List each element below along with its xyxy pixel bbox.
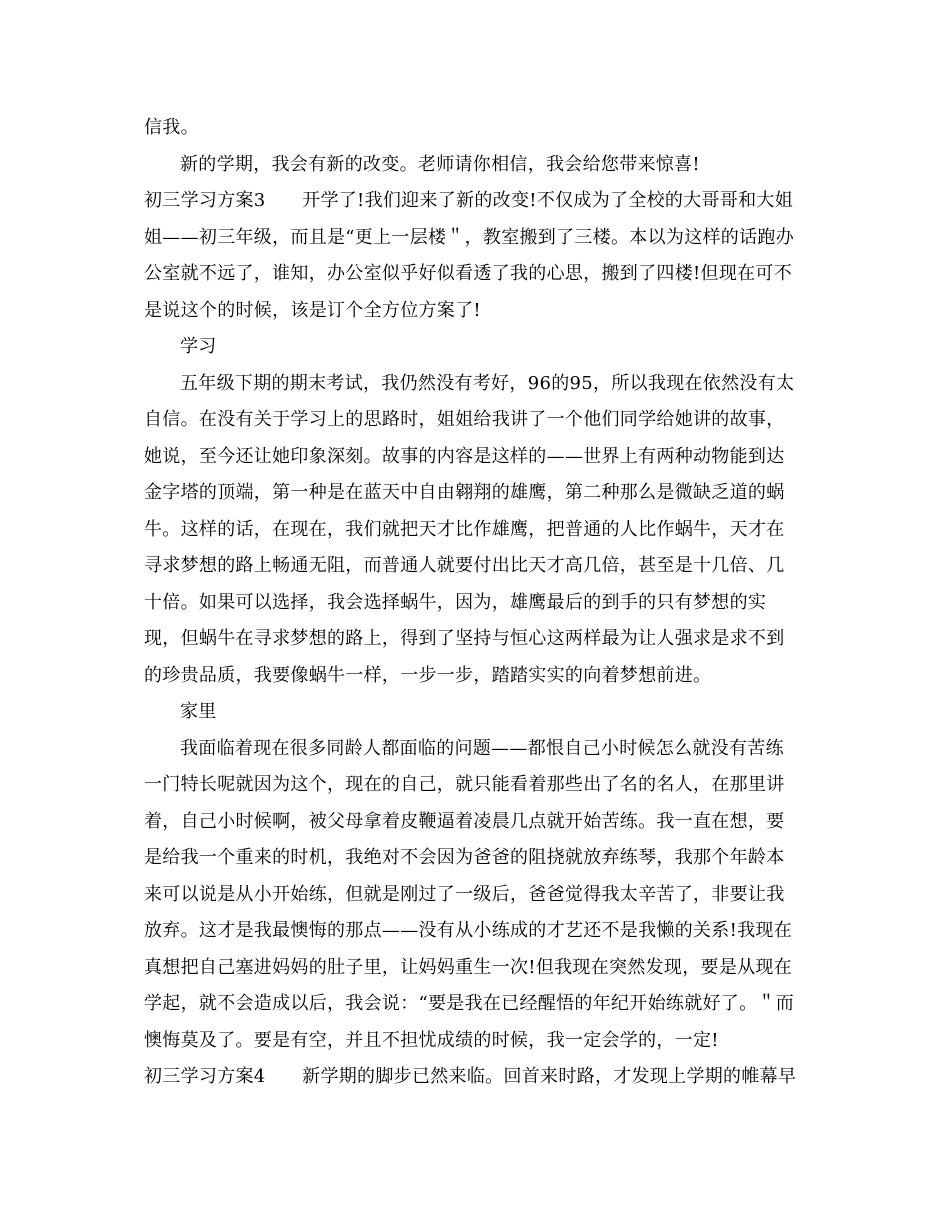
- text-line: 十倍。如果可以选择，我会选择蜗牛，因为，雄鹰最后的到手的只有梦想的实: [144, 591, 767, 613]
- text-line: 懊悔莫及了。要是有空，并且不担忧成绩的时候，我一定会学的，一定!: [144, 1029, 719, 1051]
- document-body: [144, 110, 824, 1096]
- text-line: 五年级下期的期末考试，我仍然没有考好，96的95，所以我现在依然没有太: [180, 372, 795, 394]
- text-line: 寻求梦想的路上畅通无阻，而普通人就要付出比天才高几倍，甚至是十几倍、几: [144, 555, 785, 576]
- text-line: 着，自己小时候啊，被父母拿着皮鞭逼着凌晨几点就开始苦练。我一直在想，要: [144, 810, 785, 832]
- text-line: 信我。: [144, 117, 199, 138]
- text-line: 公室就不远了，谁知，办公室似乎好似看透了我的心思，搬到了四楼!但现在可不: [144, 263, 793, 284]
- text-line: 新的学期，我会有新的改变。老师请你相信，我会给您带来惊喜!: [180, 153, 700, 175]
- text-line: 金字塔的顶端，第一种是在蓝天中自由翱翔的雄鹰，第二种那么是微缺乏道的蜗: [144, 482, 785, 503]
- section-heading-line: 初三学习方案3 开学了!我们迎来了新的改变!不仅成为了全校的大哥哥和大姐: [144, 190, 794, 211]
- text-line: 一门特长呢就因为这个，现在的自己，就只能看着那些出了名的名人，在那里讲: [144, 774, 785, 795]
- text-line: 姐——初三年级，而且是“更上一层楼＂，教室搬到了三楼。本以为这样的话跑办: [144, 226, 794, 248]
- text-line: 牛。这样的话，在现在，我们就把天才比作雄鹰，把普通的人比作蜗牛，天才在: [144, 518, 785, 540]
- text-line: 学起，就不会造成以后，我会说：“要是我在已经醒悟的年纪开始练就好了。＂而: [144, 993, 794, 1014]
- text-line: 的珍贵品质，我要像蜗牛一样，一步一步，踏踏实实的向着梦想前进。: [144, 664, 712, 686]
- text-line: 自信。在没有关于学习上的思路时，姐姐给我讲了一个他们同学给她讲的故事，: [144, 409, 785, 430]
- section-heading-line: 初三学习方案4 新学期的脚步已然来临。回首来时路，才发现上学期的帷幕早: [144, 1066, 797, 1087]
- text-line: 她说，至今还让她印象深刻。故事的内容是这样的——世界上有两种动物能到达: [144, 445, 785, 467]
- text-line: 我面临着现在很多同龄人都面临的问题——都恨自己小时候怎么就没有苦练: [180, 737, 784, 759]
- subheading: 学习: [180, 336, 217, 357]
- text-line: 真想把自己塞进妈妈的肚子里，让妈妈重生一次!但我现在突然发现，要是从现在: [144, 956, 793, 978]
- text-line: 放弃。这才是我最懊悔的那点——没有从小练成的才艺还不是我懒的关系!我现在: [144, 920, 793, 941]
- subheading: 家里: [180, 701, 217, 722]
- text-line: 现，但蜗牛在寻求梦想的路上，得到了坚持与恒心这两样最为让人强求是求不到: [144, 628, 785, 649]
- text-line: 是说这个的时候，该是订个全方位方案了!: [144, 299, 481, 321]
- text-line: 来可以说是从小开始练，但就是刚过了一级后，爸爸觉得我太辛苦了，非要让我: [144, 883, 785, 905]
- text-line: 是给我一个重来的时机，我绝对不会因为爸爸的阻挠就放弃练琴，我那个年龄本: [144, 847, 785, 868]
